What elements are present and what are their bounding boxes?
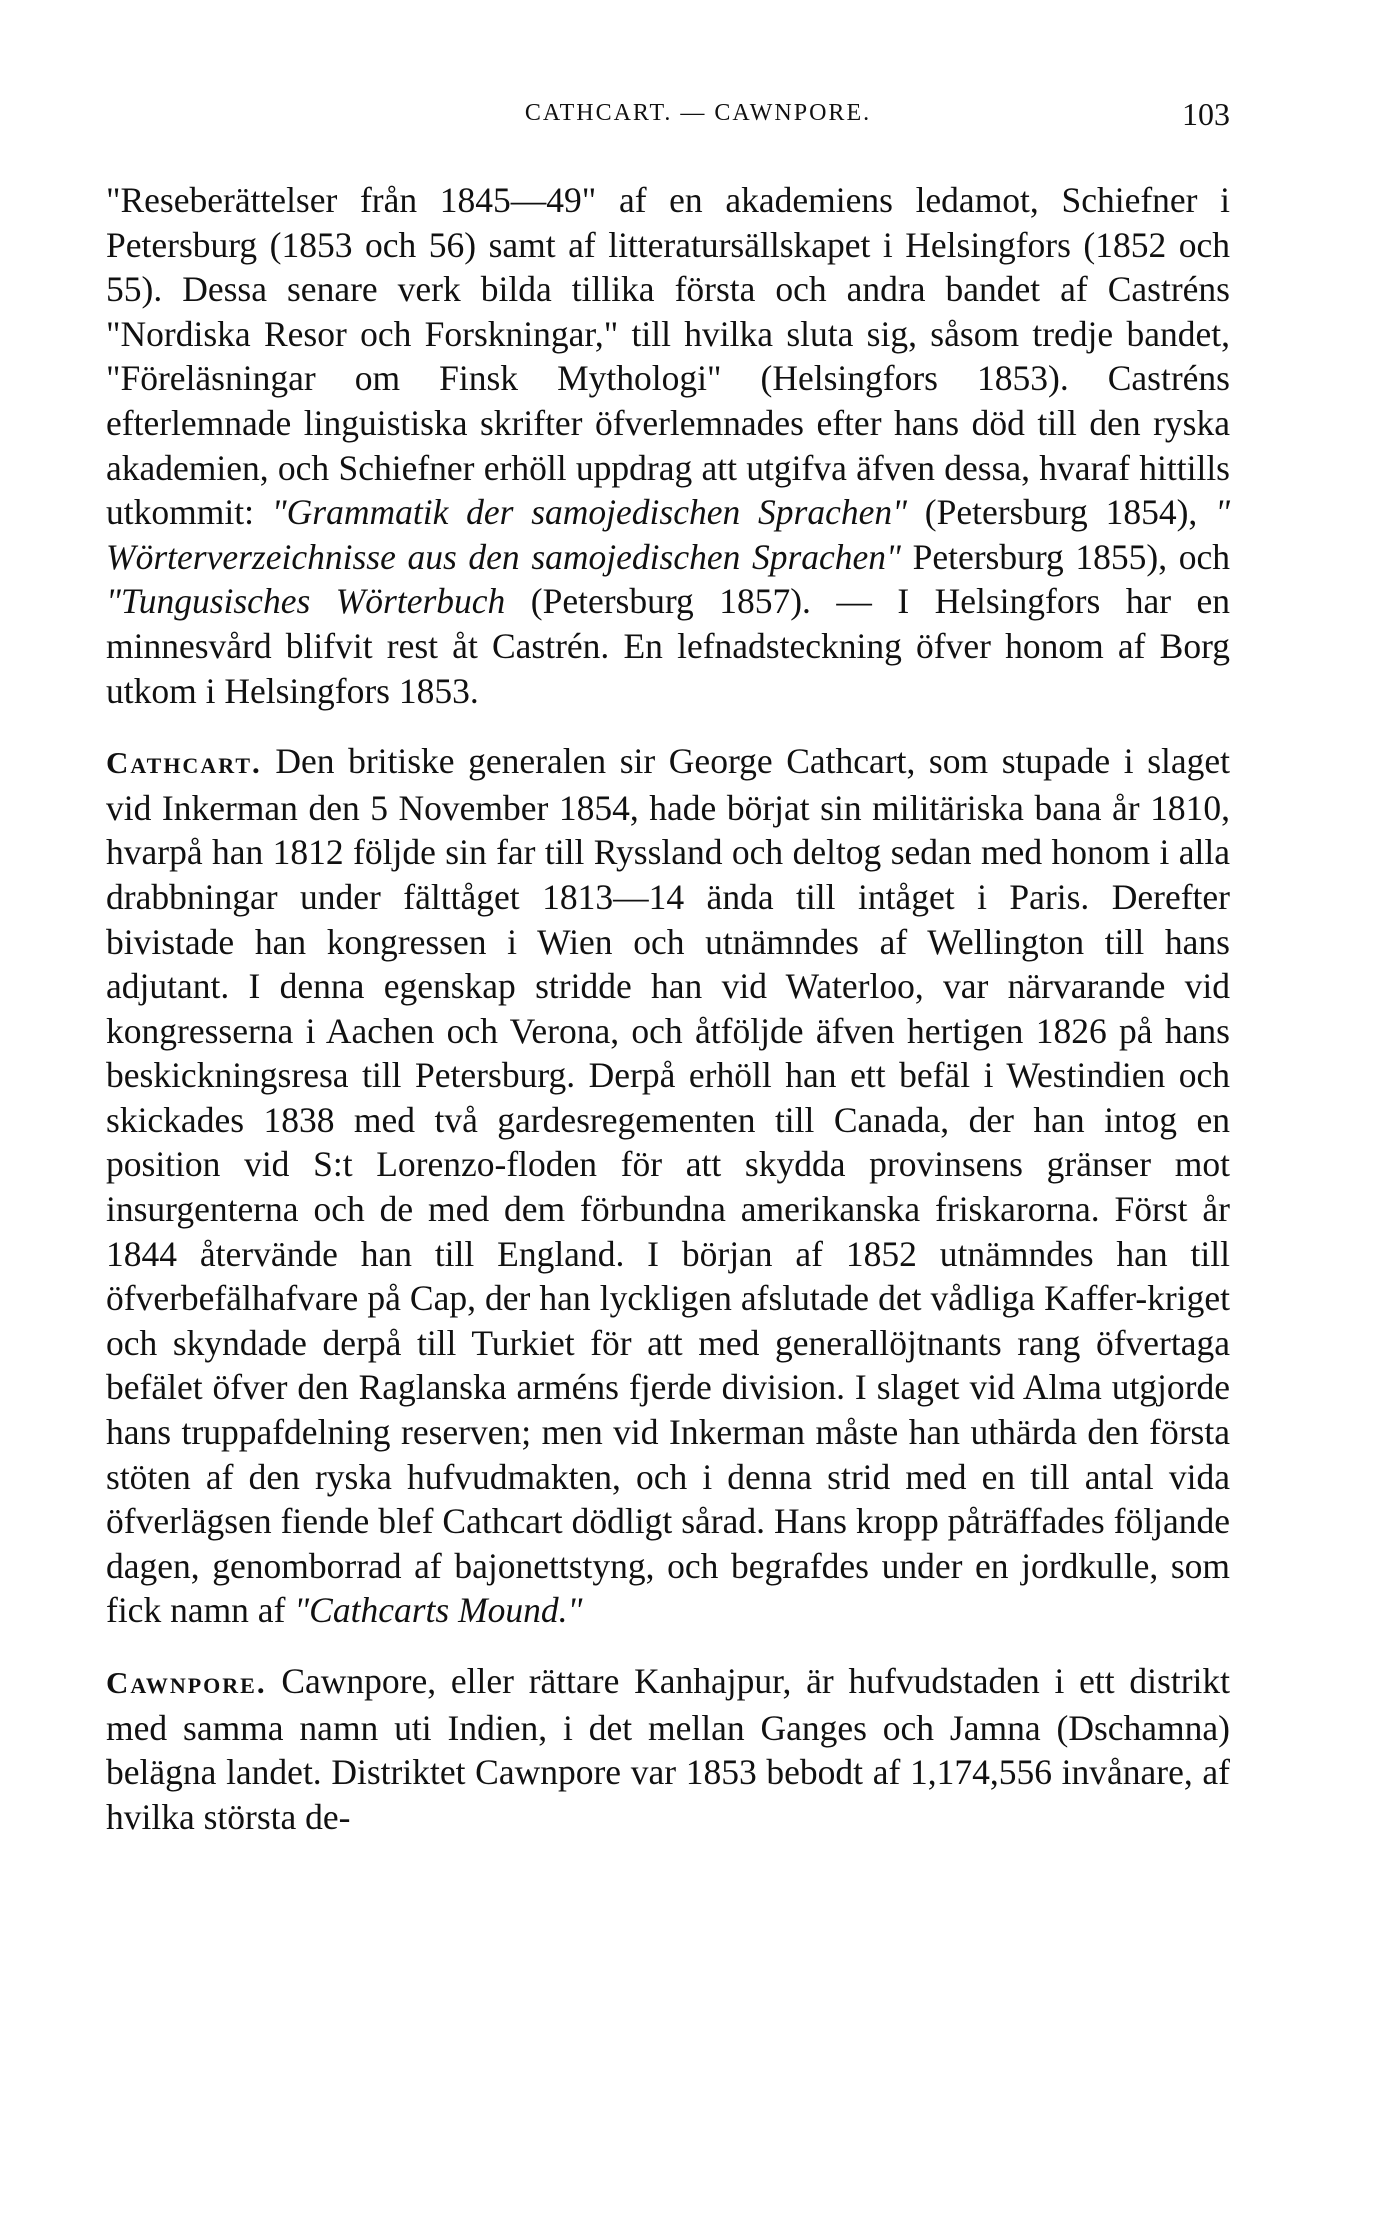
page-number: 103 — [1182, 96, 1230, 132]
entry-cathcart — [106, 739, 1230, 1633]
running-title: CATHCART. — CAWNPORE. — [524, 100, 872, 126]
italic-title-worterverzeichnisse: " Wörterverzeichnisse aus den samojedischen Sprachen" — [106, 492, 1230, 577]
text-segment: Cawnpore, eller rättare Kanhajpur, är hufvudstaden i ett distrikt med samma namn uti Indien, i det mellan Ganges och Jamna (Dschamna) belägna landet. Distriktet Cawnpore var 1853 bebodt af 1,174,556 invånare, af hvilka största de- — [106, 1661, 1230, 1837]
paragraph-castren-continued — [106, 178, 1230, 713]
text-segment: Den britiske generalen sir George Cathcart, som stupade i slaget vid Inkerman den 5 November 1854, hade börjat sin militäriska bana år 1810, hvarpå han 1812 följde sin far till Ryssland och deltog sedan med honom i alla drabbningar under fälttåget 1813—14 ända till intåget i Paris. Derefter bivistade han kongressen i Wien och utnämndes af Wellington till hans adjutant. I denna egenskap stridde han vid Waterloo, var närvarande vid kongresserna i Aachen och Verona, och åtföljde äfven hertigen 1826 på hans beskickningsresa till Petersburg. Derpå erhöll han ett befäl i Westindien och skickades 1838 med två gardesregementen till Canada, der han intog en position vid S:t Lorenzo-floden för att skydda provinsens gränser mot insurgenterna och de med dem förbundna amerikanska friskarorna. Först år 1844 återvände han till England. I början af 1852 utnämndes han till öfverbefälhafvare på Cap, der han lyckligen afslutade det vådliga Kaffer-kriget och skyndade derpå till Turkiet för att med generallöjtnants rang öfvertaga befälet öfver den Raglanska arméns fjerde division. I slaget vid Alma utgjorde hans truppafdelning reserven; men vid Inkerman måste han uthärda den första stöten af den ryska hufvudmakten, och i denna strid med en till antal vida öfverlägsen fiende blef Cathcart dödligt sårad. Hans kropp påträffades följande dagen, genomborrad af bajonettstyng, och begrafdes under en jordkulle, som fick namn af — [106, 741, 1230, 1631]
text-segment: "Reseberättelser från 1845—49" af en akademiens ledamot, Schiefner i Petersburg (1853 och 56) samt af litteratursällskapet i Helsingfors (1852 och 55). Dessa senare verk bilda tillika första och andra bandet af Castréns "Nordiska Resor och Forskningar," till hvilka sluta sig, såsom tredje bandet, "Föreläsningar om Finsk Mythologi" (Helsingfors 1853). Castréns efterlemnade linguistiska skrifter öfverlemnades efter hans död till den ryska akademien, och Schiefner erhöll uppdrag att utgifva äfven dessa, hvaraf hittills utkommit: — [106, 180, 1230, 533]
entry-headword: Cathcart. — [106, 745, 262, 781]
text-segment: (Petersburg 1854), — [907, 492, 1216, 533]
body-text — [106, 178, 1230, 1839]
entry-cawnpore — [106, 1659, 1230, 1839]
running-head — [106, 96, 1230, 150]
italic-title-worterbuch: "Tungusisches Wörterbuch — [106, 581, 506, 622]
text-segment: (Petersburg 1857). — I Helsingfors har en minnesvård blifvit rest åt Castrén. En lefnadsteckning öfver honom af Borg utkom i Helsingfors 1853. — [106, 581, 1231, 711]
italic-cathcarts-mound: "Cathcarts Mound." — [294, 1590, 583, 1631]
italic-title-grammatik: "Grammatik der samojedischen Sprachen" — [271, 492, 908, 533]
entry-headword: Cawnpore. — [106, 1665, 267, 1700]
text-segment: Petersburg 1855), och — [900, 536, 1230, 577]
